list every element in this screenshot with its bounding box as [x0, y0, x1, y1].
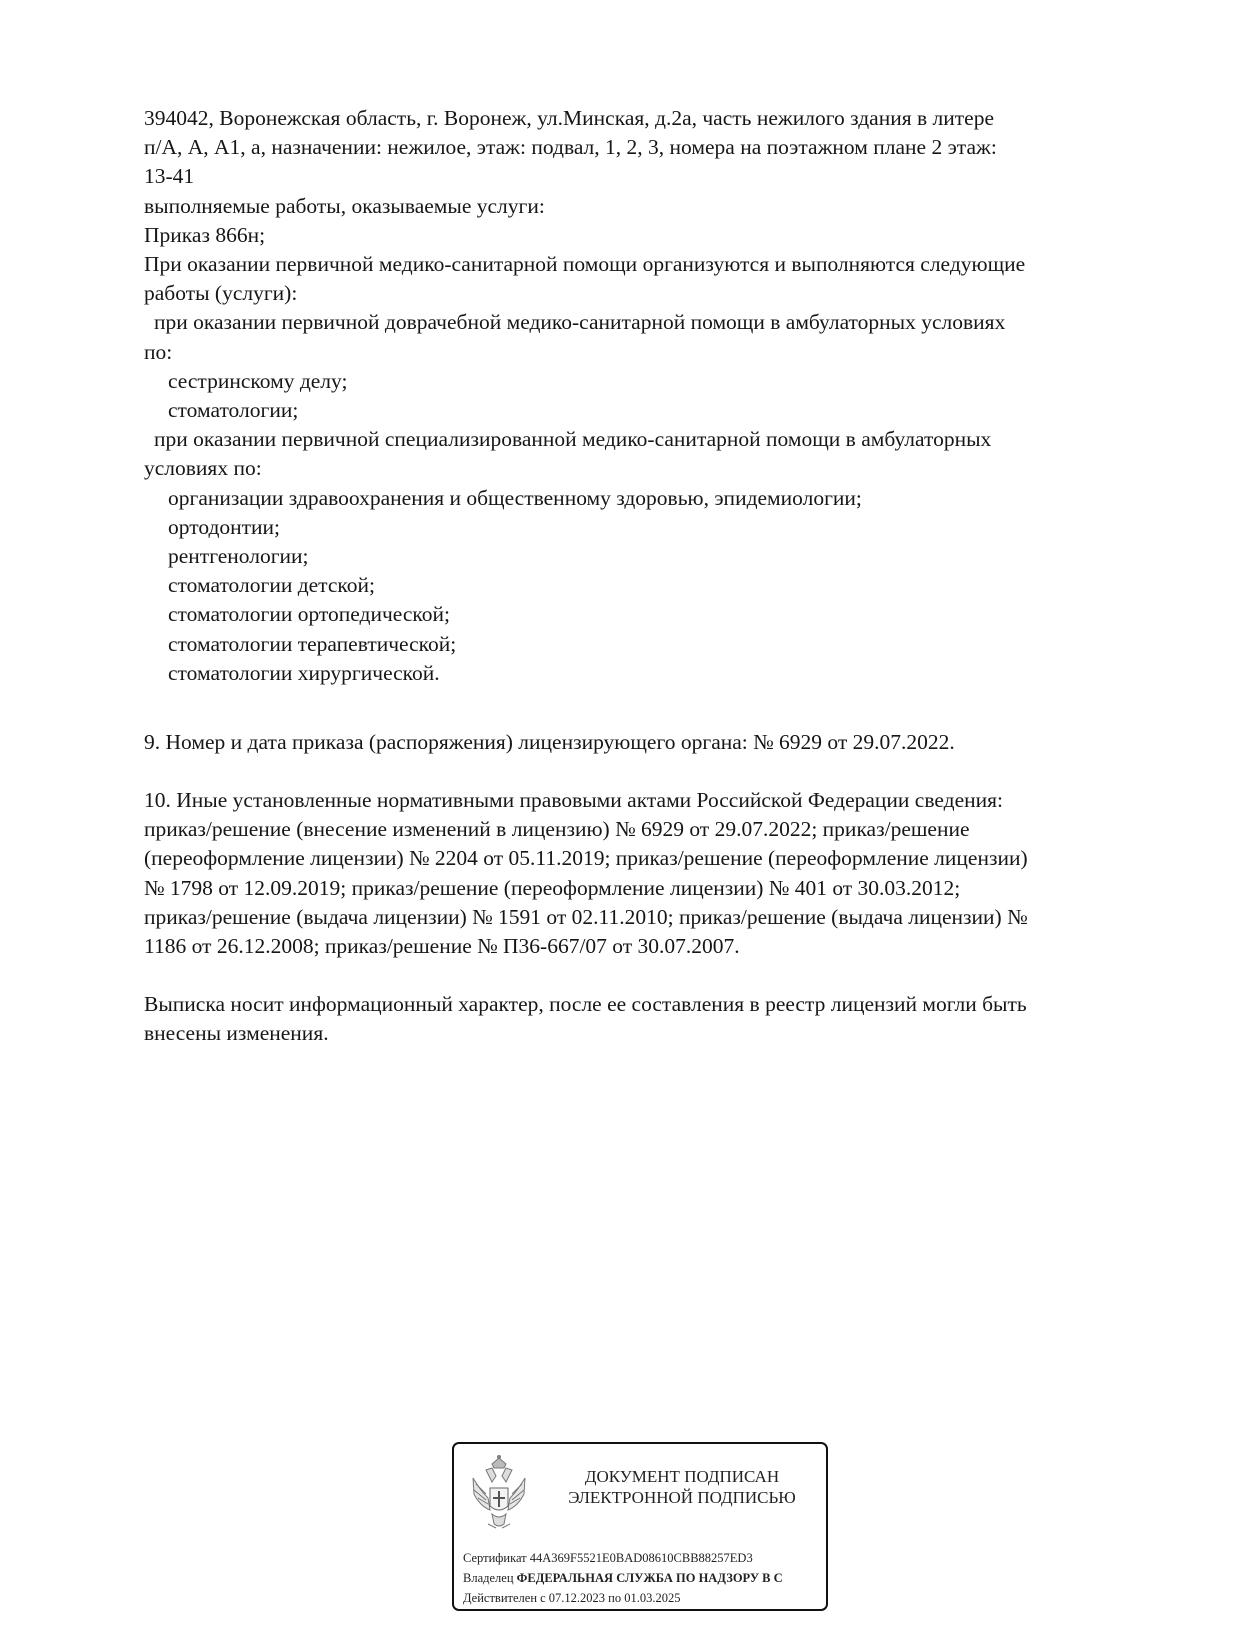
- works-label: выполняемые работы, оказываемые услуги:: [144, 193, 545, 218]
- specialized-heading: условиях по:: [144, 456, 262, 481]
- section-10-line: приказ/решение (выдача лицензии) № 1591 от 02.11.2010; приказ/решение (выдача лицензии) №: [144, 904, 1028, 929]
- license-details: [144, 104, 1154, 688]
- service-item: сестринскому делу;: [168, 368, 348, 393]
- disclaimer-note: [144, 990, 1154, 1048]
- prehospital-heading: при оказании первичной доврачебной медико-санитарной помощи в амбулаторных условиях: [154, 310, 1006, 335]
- service-item: стоматологии;: [168, 398, 299, 423]
- validity-row: Действителен с 07.12.2023 по 01.03.2025: [463, 1591, 681, 1605]
- section-10-line: 10. Иные установленные нормативными правовыми актами Российской Федерации сведения:: [144, 788, 1003, 812]
- prehospital-heading: по:: [144, 339, 173, 364]
- owner-label: Владелец: [463, 1571, 514, 1585]
- section-10-line: № 1798 от 12.09.2019; приказ/решение (переоформление лицензии) № 401 от 30.03.2012;: [144, 875, 961, 900]
- russian-coat-of-arms-icon: [468, 1454, 530, 1532]
- stamp-title: [544, 1466, 820, 1508]
- address-line: 13-41: [144, 164, 195, 189]
- note-line: Выписка носит информационный характер, после ее составления в реестр лицензий могли быть: [144, 992, 1027, 1016]
- address-line: 394042, Воронежская область, г. Воронеж, ул.Минская, д.2а, часть нежилого здания в литере: [144, 106, 994, 130]
- owner-row: [463, 1568, 826, 1588]
- service-item: стоматологии хирургической.: [168, 660, 440, 685]
- stamp-title-line: ЭЛЕКТРОННОЙ ПОДПИСЬЮ: [568, 1488, 796, 1507]
- stamp-title-line: ДОКУМЕНТ ПОДПИСАН: [584, 1467, 780, 1486]
- specialized-heading: при оказании первичной специализированной медико-санитарной помощи в амбулаторных: [154, 427, 992, 452]
- service-item: стоматологии терапевтической;: [168, 631, 457, 656]
- electronic-signature-stamp: [452, 1442, 828, 1611]
- certificate-value: 44A369F5521E0BAD08610CBB88257ED3: [529, 1551, 753, 1565]
- service-item: организации здравоохранения и общественному здоровью, эпидемиологии;: [168, 485, 862, 510]
- section-10-line: 1186 от 26.12.2008; приказ/решение № П36-667/07 от 30.07.2007.: [144, 934, 740, 959]
- service-item: ортодонтии;: [168, 514, 281, 539]
- certificate-label: Сертификат: [463, 1551, 527, 1565]
- owner-value: ФЕДЕРАЛЬНАЯ СЛУЖБА ПО НАДЗОРУ В С: [516, 1571, 783, 1585]
- section-9-text: 9. Номер и дата приказа (распоряжения) лицензирующего органа: № 6929 от 29.07.2022.: [144, 730, 955, 754]
- service-item: стоматологии детской;: [168, 573, 375, 598]
- stamp-details: [463, 1548, 826, 1608]
- section-10: [144, 786, 1154, 961]
- intro-line: работы (услуги):: [144, 281, 298, 306]
- service-item: стоматологии ортопедической;: [168, 602, 451, 627]
- section-10-line: приказ/решение (внесение изменений в лицензию) № 6929 от 29.07.2022; приказ/решение: [144, 817, 970, 842]
- intro-line: При оказании первичной медико-санитарной помощи организуются и выполняются следующие: [144, 252, 1026, 277]
- address-line: п/А, А, А1, а, назначении: нежилое, этаж: подвал, 1, 2, 3, номера на поэтажном плане 2 этаж:: [144, 135, 997, 160]
- order-reference: Приказ 866н;: [144, 222, 266, 247]
- service-item: рентгенологии;: [168, 544, 309, 569]
- section-10-line: (переоформление лицензии) № 2204 от 05.11.2019; приказ/решение (переоформление лицензии): [144, 846, 1028, 871]
- note-line: внесены изменения.: [144, 1021, 329, 1046]
- section-9: [144, 728, 1154, 757]
- certificate-row: [463, 1548, 826, 1568]
